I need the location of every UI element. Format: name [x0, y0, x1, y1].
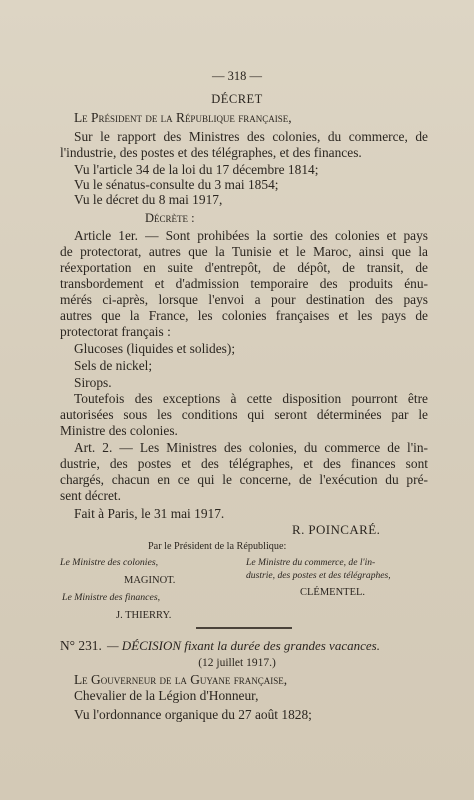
article-1-line: réexportation en suite d'entrepôt, de dépôt, de transit, de: [60, 260, 428, 275]
ministre-commerce-name: CLÉMENTEL.: [300, 587, 366, 598]
ministre-colonies-name: MAGINOT.: [124, 575, 176, 586]
ministre-colonies-label: Le Ministre des colonies,: [60, 557, 159, 568]
ministre-commerce-label-2: dustrie, des postes et des télégraphes,: [246, 570, 391, 581]
report-line-2: l'industrie, des postes et des télégraphes, et des finances.: [60, 145, 362, 160]
article-1-line: mérés ci-après, lorsque l'envoi a pour destination des pays: [60, 292, 428, 307]
signature-poincare: R. POINCARÉ.: [292, 522, 381, 537]
decrete-heading: Décrète :: [145, 211, 195, 225]
governor-line: Le Gouverneur de la Guyane française,: [74, 672, 288, 687]
vu-line-1: Vu l'article 34 de la loi du 17 décembre 1814;: [74, 162, 319, 177]
vu-ordonnance-line: Vu l'ordonnance organique du 27 août 1828;: [74, 707, 312, 722]
exception-line: autorisées sous les conditions qui seront déterminées par le: [60, 407, 428, 422]
report-line-1: Sur le rapport des Ministres des colonies, du commerce, de: [74, 129, 428, 144]
ministre-commerce-label-1: Le Ministre du commerce, de l'in-: [246, 557, 376, 568]
article-1-line: Article 1er. — Sont prohibées la sortie des colonies et pays: [74, 228, 428, 243]
product-item: Glucoses (liquides et solides);: [74, 341, 236, 356]
article-1-line: autres que la France, les colonies françaises et les pays de: [60, 308, 428, 323]
ministre-finances-label: Le Ministre des finances,: [62, 592, 161, 603]
decision-number: N° 231.: [60, 638, 102, 653]
article-2-line: sent décret.: [60, 488, 121, 503]
article-2-line: Art. 2. — Les Ministres des colonies, du commerce de l'in-: [74, 440, 428, 455]
article-2-line: dustrie, des postes et des télégraphes, et des finances sont: [60, 456, 428, 471]
vu-line-3: Vu le décret du 8 mai 1917,: [74, 192, 223, 207]
article-1-line: de protectorat, autres que la Tunisie et le Maroc, ainsi que la: [60, 244, 428, 259]
ministre-finances-name: J. THIERRY.: [116, 610, 172, 621]
article-2-line: chargés, chacun en ce qui le concerne, de l'exécution du pré-: [60, 472, 428, 487]
article-1-line: transbordement et d'admission temporaire des produits énu-: [60, 276, 428, 291]
exception-line: Ministre des colonies.: [60, 423, 178, 438]
par-le-president: Par le Président de la République:: [148, 541, 287, 552]
president-line: Le Président de la République française,: [74, 110, 292, 125]
chevalier-line: Chevalier de la Légion d'Honneur,: [74, 688, 259, 703]
exception-line: Toutefois des exceptions à cette disposition pourront être: [74, 391, 428, 406]
decision-title: — DÉCISION fixant la durée des grandes vacances.: [107, 638, 380, 653]
decision-date: (12 juillet 1917.): [198, 657, 276, 669]
vu-line-2: Vu le sénatus-consulte du 3 mai 1854;: [74, 177, 279, 192]
product-item: Sirops.: [74, 375, 112, 390]
section-divider: [196, 627, 292, 629]
product-item: Sels de nickel;: [74, 358, 153, 373]
page-number: — 318 —: [212, 69, 262, 83]
article-1-line: protectorat français :: [60, 324, 171, 339]
decree-heading: DÉCRET: [211, 92, 263, 106]
fait-line: Fait à Paris, le 31 mai 1917.: [74, 506, 225, 521]
